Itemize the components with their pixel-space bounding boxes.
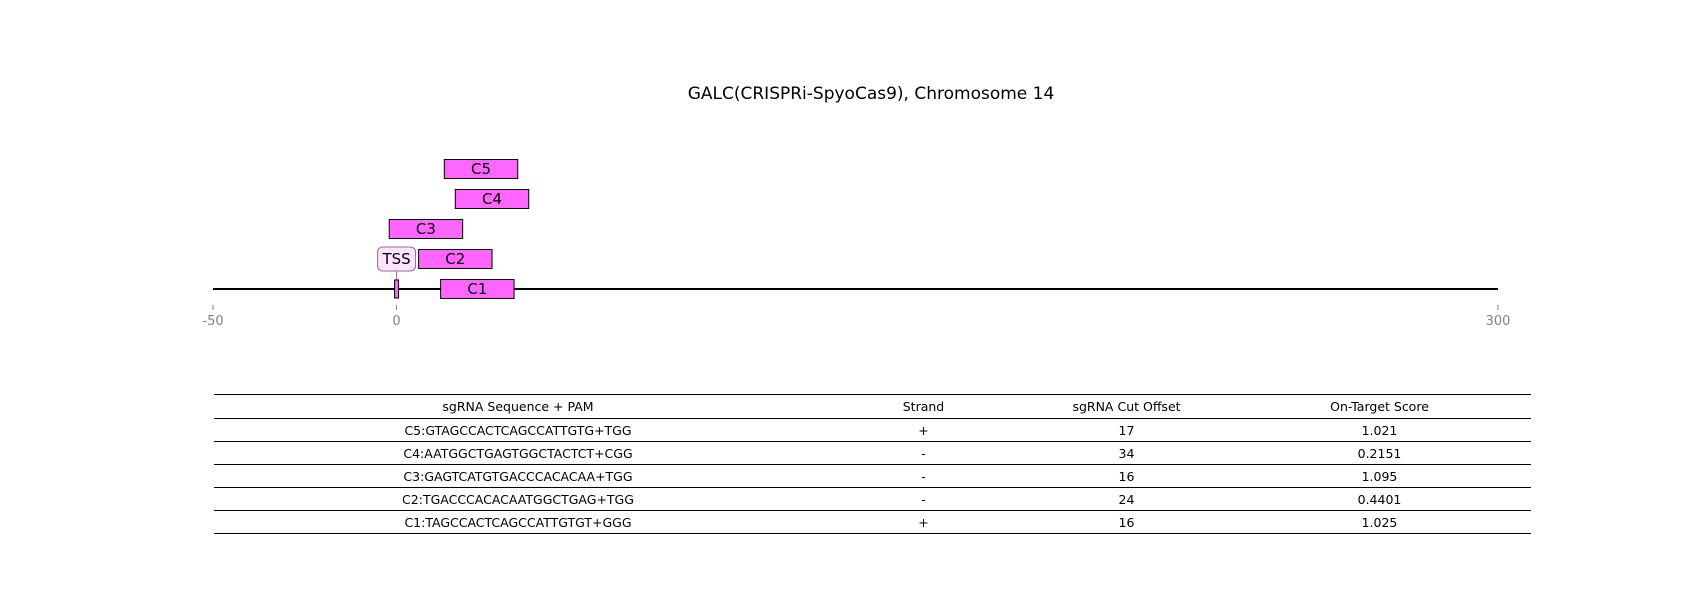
table-row [214, 511, 1531, 534]
tss-marker [395, 280, 399, 298]
table-header-row [214, 395, 1531, 419]
guide-label-c4: C4 [482, 190, 503, 208]
cell-strand: + [822, 511, 1025, 534]
cell-sequence: C4:AATGGCTGAGTGGCTACTCT+CGG [214, 442, 822, 465]
guide-bars [389, 160, 529, 299]
header-score: On-Target Score [1228, 395, 1531, 419]
table-row [214, 419, 1531, 442]
tss-marker-group [378, 247, 416, 298]
cell-sequence: C1:TAGCCACTCAGCCATTGTGT+GGG [214, 511, 822, 534]
cell-cut-offset: 24 [1025, 488, 1228, 511]
guide-label-c1: C1 [467, 280, 488, 298]
cell-score: 1.021 [1228, 419, 1531, 442]
table-row [214, 488, 1531, 511]
cell-sequence: C2:TGACCCACACAATGGCTGAG+TGG [214, 488, 822, 511]
cell-cut-offset: 34 [1025, 442, 1228, 465]
guide-table [214, 394, 1531, 534]
cell-strand: - [822, 465, 1025, 488]
axis-tick-label: 300 [1485, 314, 1511, 329]
guide-label-c2: C2 [445, 250, 466, 268]
cell-cut-offset: 16 [1025, 511, 1228, 534]
guide-label-c3: C3 [415, 220, 436, 238]
cell-strand: + [822, 419, 1025, 442]
table-row [214, 465, 1531, 488]
header-sequence: sgRNA Sequence + PAM [214, 395, 822, 419]
header-cut-offset: sgRNA Cut Offset [1025, 395, 1228, 419]
guide-label-c5: C5 [470, 160, 492, 178]
cell-strand: - [822, 488, 1025, 511]
cell-strand: - [822, 442, 1025, 465]
axis-ticks [202, 305, 1510, 329]
cell-cut-offset: 16 [1025, 465, 1228, 488]
cell-sequence: C3:GAGTCATGTGACCCACACAA+TGG [214, 465, 822, 488]
cell-score: 0.2151 [1228, 442, 1531, 465]
header-strand: Strand [822, 395, 1025, 419]
cell-cut-offset: 17 [1025, 419, 1228, 442]
chart-title: GALC(CRISPRi-SpyoCas9), Chromosome 14 [687, 84, 1055, 104]
axis-tick-label: -50 [202, 314, 224, 329]
cell-score: 1.095 [1228, 465, 1531, 488]
table-row [214, 442, 1531, 465]
axis-tick-label: 0 [392, 314, 401, 329]
cell-score: 1.025 [1228, 511, 1531, 534]
cell-score: 0.4401 [1228, 488, 1531, 511]
cell-sequence: C5:GTAGCCACTCAGCCATTGTG+TGG [214, 419, 822, 442]
tss-label: TSS [382, 250, 411, 268]
